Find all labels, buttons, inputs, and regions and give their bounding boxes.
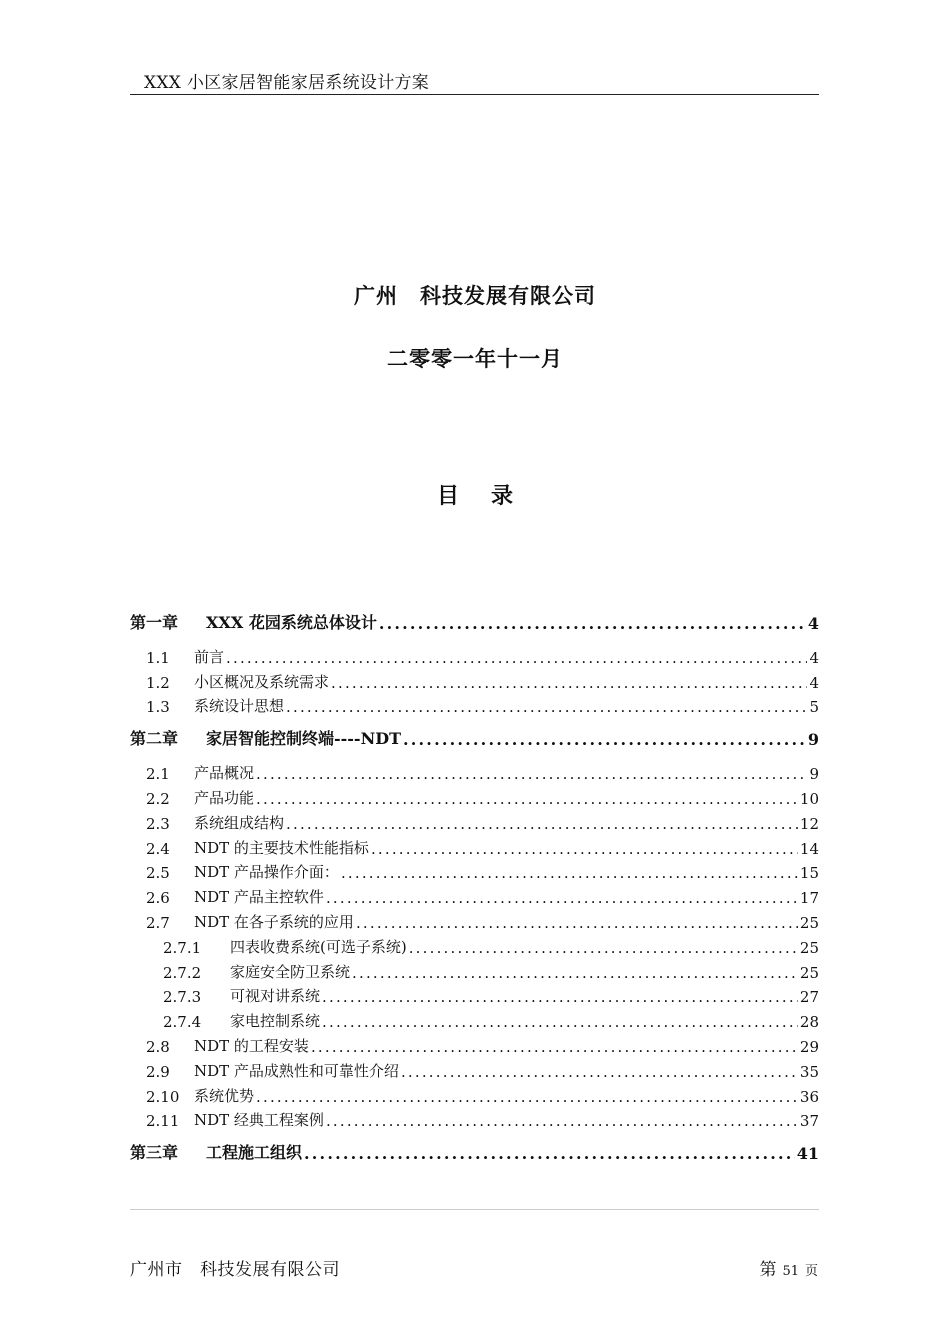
toc-section-entry[interactable] <box>130 1081 819 1106</box>
toc-entry-title: NDT 产品操作介面： <box>194 863 339 882</box>
toc-entry-title: NDT 产品成熟性和可靠性介绍 <box>194 1061 399 1080</box>
toc-entry-number: 2.6 <box>146 889 170 908</box>
toc-entry-title: NDT 的主要技术性能指标 <box>194 838 369 857</box>
toc-entry-title: 家居智能控制终端----NDT <box>206 729 401 749</box>
toc-entry-title: XXX 花园系统总体设计 <box>206 613 377 632</box>
toc-dot-leader <box>256 1088 798 1106</box>
toc-entry-page: 14 <box>799 839 819 858</box>
toc-entry-page: 41 <box>796 1144 819 1164</box>
footer-page-suffix: 页 <box>804 1264 818 1279</box>
toc-dot-leader <box>256 765 807 783</box>
toc-entry-title: NDT 的工程安装 <box>194 1036 309 1055</box>
toc-dot-leader <box>341 864 798 882</box>
toc-dot-leader <box>379 614 806 633</box>
toc-entry-number: 2.7.4 <box>163 1013 202 1032</box>
toc-entry-page: 9 <box>807 730 819 750</box>
toc-dot-leader <box>326 1112 798 1130</box>
toc-entry-number: 1.1 <box>146 648 170 667</box>
toc-entry-page: 4 <box>809 648 819 667</box>
footer-company: 广州市 科技发展有限公司 <box>130 1260 340 1280</box>
toc-dot-leader <box>286 815 798 833</box>
footer-divider <box>130 1209 819 1210</box>
toc-entry-title: 系统设计思想 <box>194 697 285 716</box>
toc-dot-leader <box>311 1038 798 1056</box>
toc-entry-title: 产品功能 <box>194 788 255 807</box>
toc-entry-number: 2.7.3 <box>163 988 202 1007</box>
toc-entry-number: 2.9 <box>146 1062 170 1081</box>
toc-entry-title: 四表收费系统(可选子系统) <box>230 937 407 956</box>
toc-entry-page: 9 <box>809 765 819 784</box>
toc-entry-page: 37 <box>799 1112 819 1131</box>
toc-entry-page: 25 <box>799 963 819 982</box>
toc-entry-title: 前言 <box>194 647 225 666</box>
toc-entry-number: 1.3 <box>146 698 170 717</box>
toc-entry-title: NDT 在各子系统的应用 <box>194 912 354 931</box>
toc-section-entry[interactable] <box>130 907 819 932</box>
document-date: 二零零一年十一月 <box>387 347 563 371</box>
footer-page-indicator <box>759 1255 818 1280</box>
toc-entry-title: 工程施工组织 <box>206 1143 303 1163</box>
toc-section-entry[interactable] <box>130 957 819 982</box>
toc-section-entry[interactable] <box>130 882 819 907</box>
toc-entry-number: 2.5 <box>146 864 170 883</box>
toc-entry-number: 2.11 <box>146 1112 180 1131</box>
toc-chapter-entry[interactable] <box>130 1138 819 1163</box>
toc-section-entry[interactable] <box>130 858 819 883</box>
toc-entry-number: 1.2 <box>146 673 170 692</box>
toc-entry-number: 第二章 <box>130 729 179 749</box>
toc-entry-page: 4 <box>809 673 819 692</box>
header-title: XXX 小区家居智能家居系统设计方案 <box>144 73 430 93</box>
toc-section-entry[interactable] <box>130 808 819 833</box>
toc-entry-number: 第三章 <box>130 1143 179 1163</box>
footer-page-prefix: 第 <box>759 1260 777 1280</box>
toc-entry-number: 2.10 <box>146 1087 180 1106</box>
toc-entry-number: 2.1 <box>146 765 170 784</box>
toc-dot-leader <box>256 790 798 808</box>
toc-entry-page: 12 <box>799 814 819 833</box>
toc-dot-leader <box>304 1144 795 1163</box>
toc-dot-leader <box>322 988 798 1006</box>
toc-entry-page: 35 <box>799 1062 819 1081</box>
toc-entry-title: 可视对讲系统 <box>230 987 321 1006</box>
toc-entry-number: 第一章 <box>130 613 179 632</box>
toc-entry-page: 36 <box>799 1087 819 1106</box>
toc-chapter-entry[interactable] <box>130 608 819 633</box>
toc-dot-leader <box>401 1063 798 1081</box>
toc-entry-page: 25 <box>799 913 819 932</box>
company-name: 广州 科技发展有限公司 <box>354 284 596 308</box>
toc-section-entry[interactable] <box>130 692 819 717</box>
toc-section-entry[interactable] <box>130 1106 819 1131</box>
table-of-contents <box>130 608 819 1172</box>
toc-dot-leader <box>286 698 807 716</box>
toc-entry-title: 系统优势 <box>194 1086 255 1105</box>
toc-entry-number: 2.7 <box>146 913 170 932</box>
toc-entry-number: 2.7.2 <box>163 963 202 982</box>
toc-section-entry[interactable] <box>130 932 819 957</box>
toc-entry-number: 2.7.1 <box>163 938 202 957</box>
toc-entry-number: 2.8 <box>146 1037 170 1056</box>
toc-entry-number: 2.4 <box>146 839 170 858</box>
toc-section-entry[interactable] <box>130 642 819 667</box>
toc-entry-page: 10 <box>799 789 819 808</box>
toc-dot-leader <box>371 840 798 858</box>
toc-section-entry[interactable] <box>130 758 819 783</box>
toc-heading: 目录 <box>436 484 545 509</box>
toc-entry-page: 4 <box>807 614 819 633</box>
toc-entry-page: 15 <box>799 864 819 883</box>
toc-entry-title: 产品概况 <box>194 764 255 783</box>
toc-entry-page: 25 <box>799 938 819 957</box>
toc-section-entry[interactable] <box>130 667 819 692</box>
toc-dot-leader <box>326 889 798 907</box>
toc-section-entry[interactable] <box>130 833 819 858</box>
toc-entry-title: 家电控制系统 <box>230 1012 321 1031</box>
toc-section-entry[interactable] <box>130 1031 819 1056</box>
toc-entry-title: 家庭安全防卫系统 <box>230 962 351 981</box>
toc-entry-title: NDT 产品主控软件 <box>194 888 324 907</box>
toc-dot-leader <box>322 1013 798 1031</box>
toc-entry-title: NDT 经典工程案例 <box>194 1111 324 1130</box>
toc-section-entry[interactable] <box>130 982 819 1007</box>
toc-entry-title: 小区概况及系统需求 <box>194 672 330 691</box>
page-header <box>130 64 819 95</box>
toc-dot-leader <box>403 730 806 749</box>
toc-entry-page: 27 <box>799 988 819 1007</box>
toc-entry-number: 2.3 <box>146 814 170 833</box>
toc-chapter-entry[interactable] <box>130 724 819 749</box>
toc-entry-title: 系统组成结构 <box>194 813 285 832</box>
toc-dot-leader <box>226 649 807 667</box>
toc-entry-page: 5 <box>809 698 819 717</box>
toc-dot-leader <box>356 914 798 932</box>
toc-entry-page: 28 <box>799 1013 819 1032</box>
toc-entry-page: 29 <box>799 1037 819 1056</box>
toc-entry-page: 17 <box>799 889 819 908</box>
footer-page-number: 51 <box>782 1264 799 1279</box>
toc-entry-number: 2.2 <box>146 789 170 808</box>
toc-dot-leader <box>331 674 807 692</box>
toc-section-entry[interactable] <box>130 1006 819 1031</box>
toc-section-entry[interactable] <box>130 783 819 808</box>
toc-dot-leader <box>409 939 798 957</box>
toc-dot-leader <box>352 964 798 982</box>
toc-section-entry[interactable] <box>130 1056 819 1081</box>
